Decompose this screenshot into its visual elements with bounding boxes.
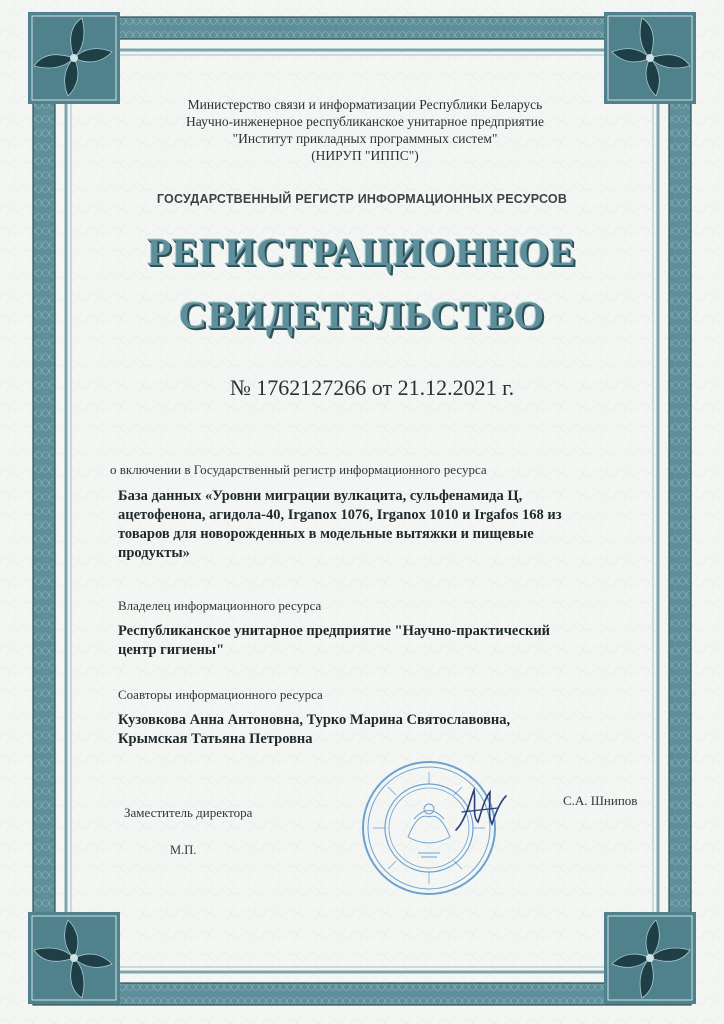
inclusion-section	[110, 462, 628, 563]
resource-name-line: База данных «Уровни миграции вулкацита, сульфенамида Ц,	[118, 488, 523, 504]
issuer-block	[150, 96, 580, 164]
owner-name	[118, 622, 628, 660]
seal-place-mark: М.П.	[170, 843, 197, 857]
issuer-enterprise: Научно-инженерное республиканское унитарное предприятие	[186, 114, 544, 129]
certificate-number: № 1762127266 от 21.12.2021 г.	[229, 375, 515, 400]
owner-label: Владелец информационного ресурса	[118, 598, 322, 613]
certificate-title-line-1: РЕГИСТРАЦИОННОЕ	[147, 231, 577, 274]
resource-name	[118, 487, 628, 563]
certificate-title-line-2: СВИДЕТЕЛЬСТВО	[178, 294, 546, 337]
resource-name-line: ацетофенона, агидола-40, Irganox 1076, Irganox 1010 и Irgafos 168 из	[118, 507, 562, 523]
corner-leaf-ornament-icon	[604, 912, 696, 1004]
corner-leaf-ornament-icon	[28, 912, 120, 1004]
coauthors-names	[118, 711, 628, 749]
coauthors-section	[118, 687, 628, 749]
issuer-institute: "Институт прикладных программных систем"	[232, 131, 498, 146]
issuer-ministry: Министерство связи и информатизации Республики Беларусь	[187, 97, 543, 112]
corner-leaf-ornament-icon	[28, 12, 120, 104]
resource-name-line: продукты»	[118, 545, 190, 561]
coauthors-line: Крымская Татьяна Петровна	[118, 731, 313, 747]
registry-name: ГОСУДАРСТВЕННЫЙ РЕГИСТР ИНФОРМАЦИОННЫХ РЕСУРСОВ	[156, 192, 568, 206]
signatory-name: С.А. Шнипов	[563, 793, 638, 808]
owner-name-line: Республиканское унитарное предприятие "Научно-практический	[118, 623, 551, 639]
coauthors-label: Соавторы информационного ресурса	[118, 687, 323, 702]
issuer-abbreviation: (НИРУП "ИППС")	[311, 148, 419, 163]
owner-section	[118, 598, 628, 660]
inclusion-label: о включении в Государственный регистр информационного ресурса	[110, 462, 487, 477]
corner-leaf-ornament-icon	[604, 12, 696, 104]
handwritten-signature-icon	[452, 782, 512, 836]
resource-name-line: товаров для новорожденных в модельные вытяжки и пищевые	[118, 526, 534, 542]
owner-name-line: центр гигиены"	[118, 642, 225, 658]
coauthors-line: Кузовкова Анна Антоновна, Турко Марина Святославовна,	[118, 712, 511, 728]
signatory-position: Заместитель директора	[124, 805, 253, 820]
